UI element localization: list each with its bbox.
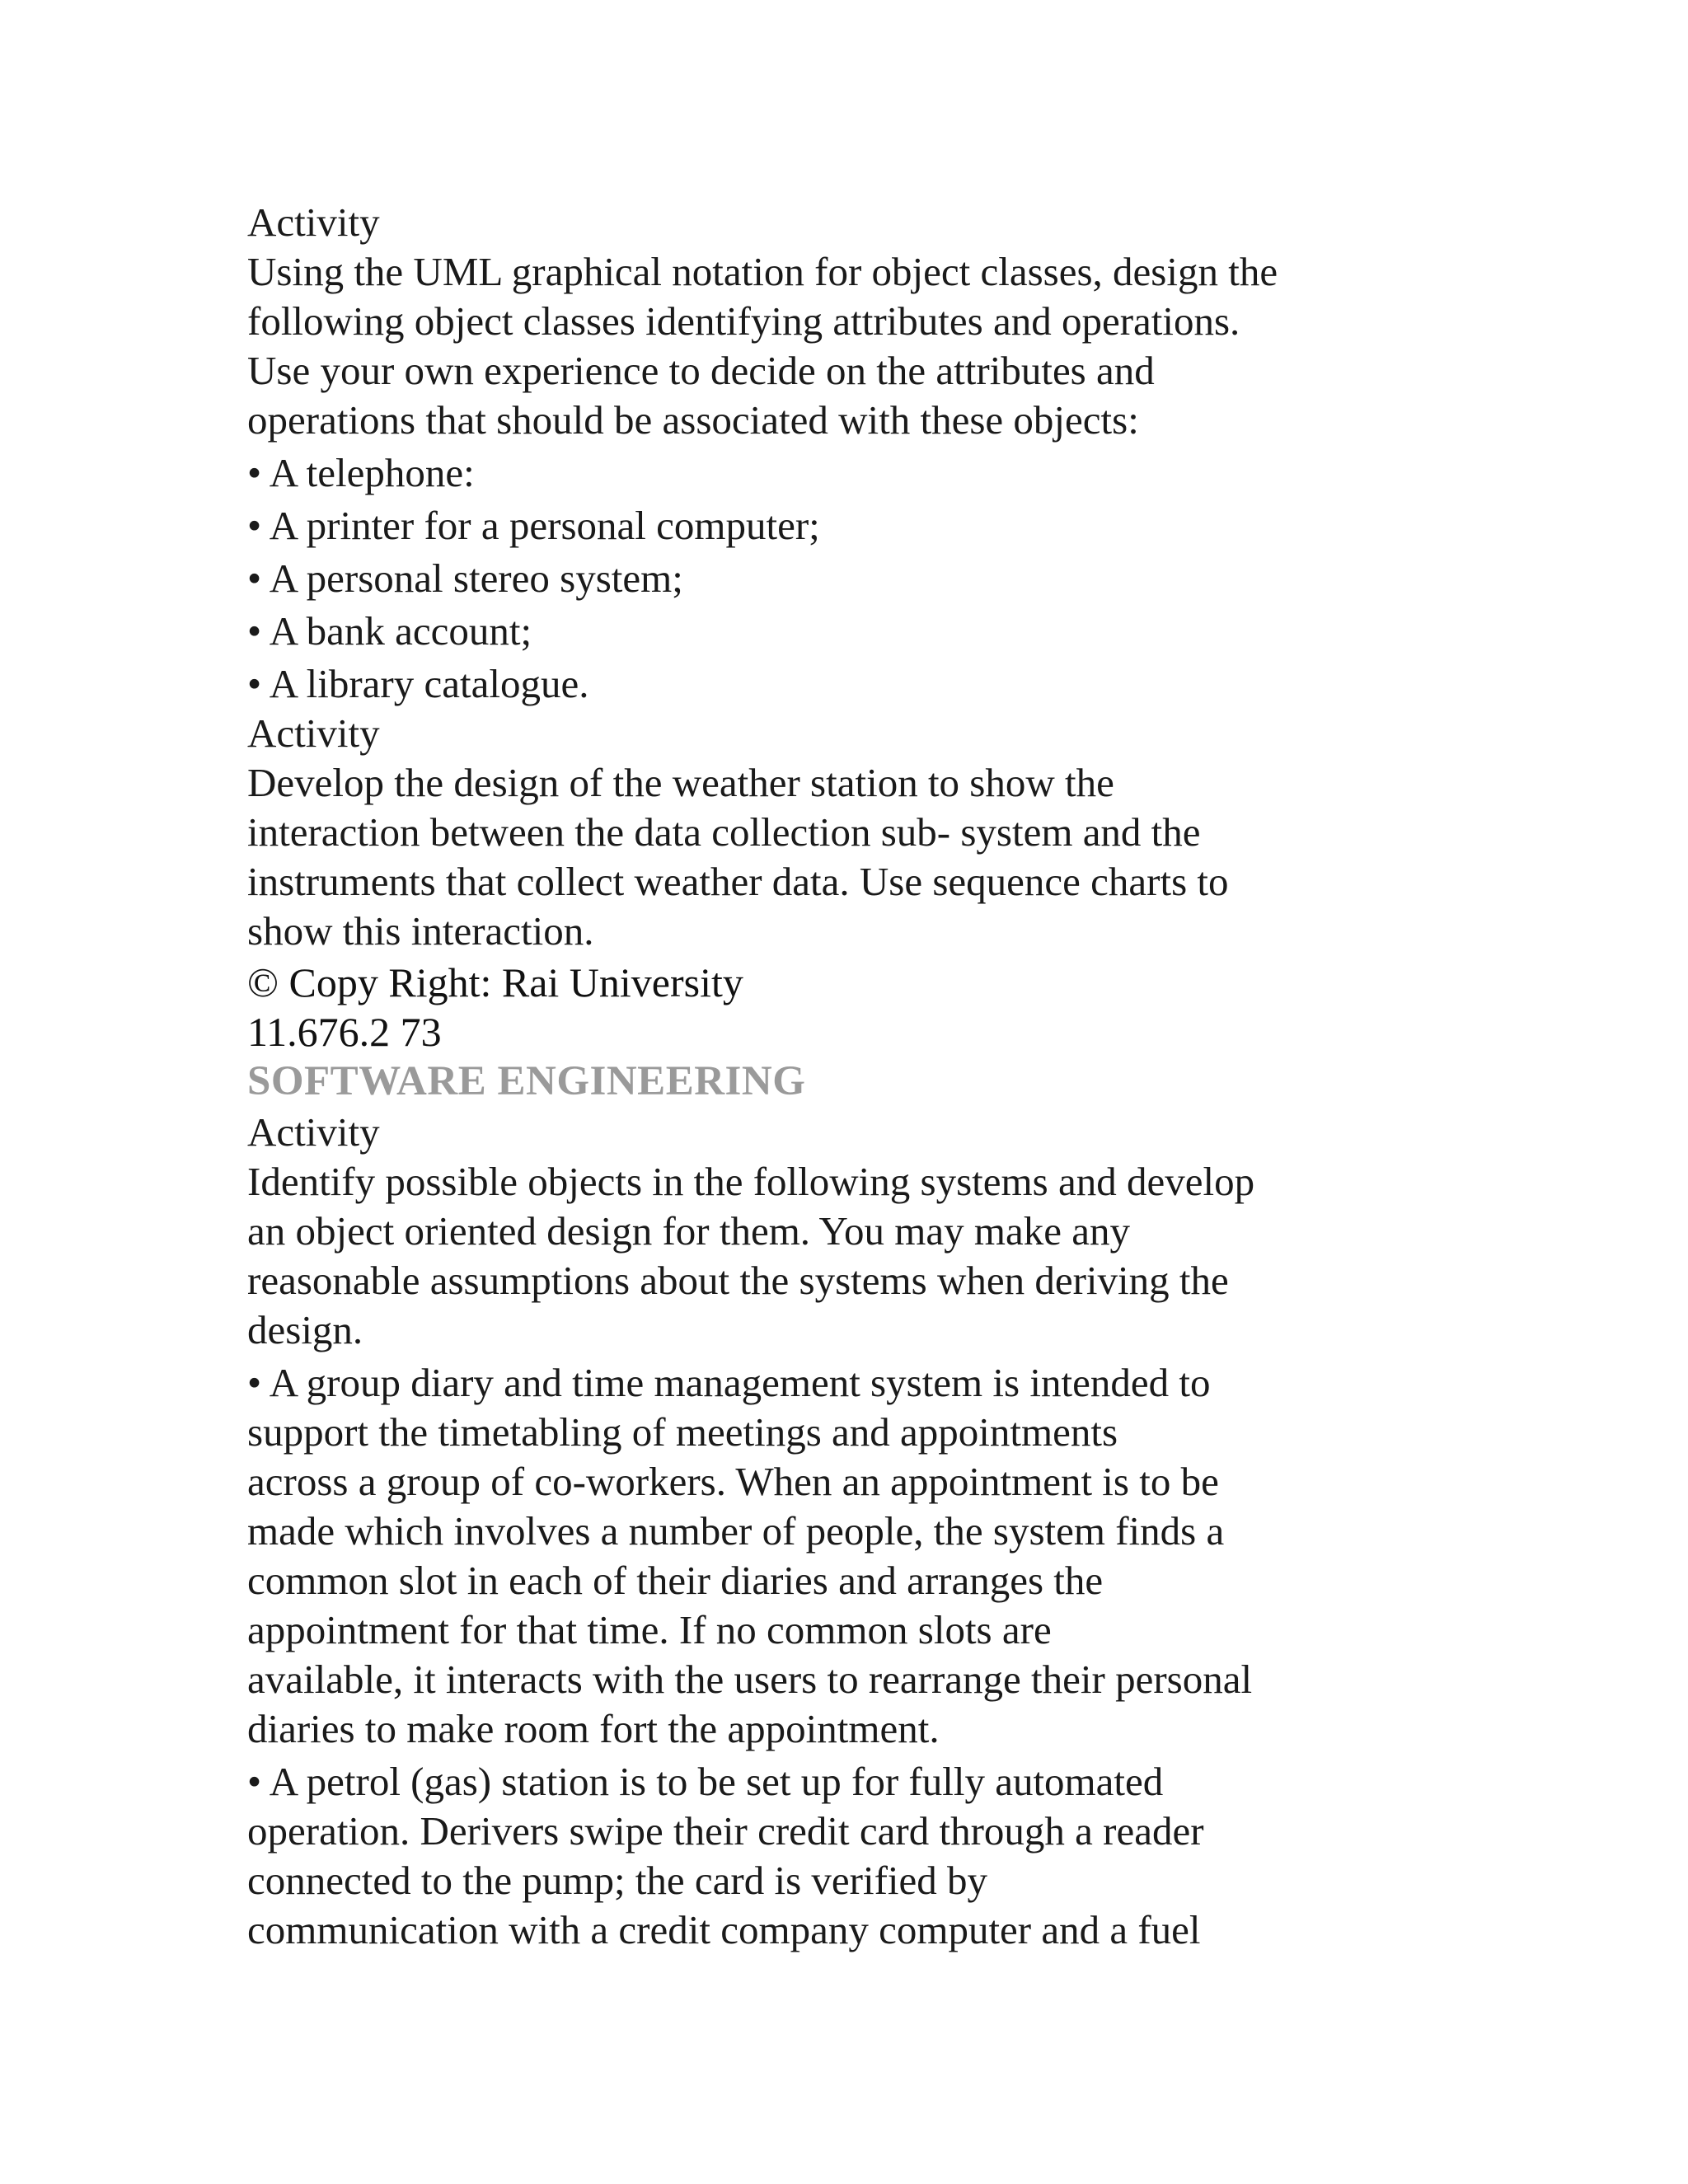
paragraph-line: Using the UML graphical notation for object classes, design the [247,249,1278,294]
bullet-item: • A bank account; [247,608,532,654]
paragraph-line: show this interaction. [247,908,594,954]
section-heading: Activity [247,199,380,245]
paragraph-line: Develop the design of the weather station to show the [247,760,1114,805]
paragraph-line: appointment for that time. If no common slots are [247,1607,1052,1652]
bullet-item: • A personal stereo system; [247,555,683,601]
bullet-item: • A library catalogue. [247,661,589,706]
paragraph-line: Use your own experience to decide on the attributes and [247,348,1155,393]
paragraph-line: following object classes identifying attributes and operations. [247,298,1240,344]
running-header-title: SOFTWARE ENGINEERING [247,1058,806,1104]
paragraph-line: instruments that collect weather data. Use sequence charts to [247,859,1229,904]
paragraph-line: Identify possible objects in the following systems and develop [247,1159,1255,1204]
paragraph-line: common slot in each of their diaries and arranges the [247,1558,1104,1603]
paragraph-line: across a group of co-workers. When an appointment is to be [247,1459,1219,1504]
paragraph-line: operations that should be associated with these objects: [247,397,1139,443]
paragraph-line: support the timetabling of meetings and appointments [247,1409,1118,1455]
paragraph-line: design. [247,1307,363,1352]
bullet-item: • A group diary and time management system is intended to [247,1360,1211,1405]
paragraph-line: connected to the pump; the card is verified by [247,1858,988,1903]
section-heading: Activity [247,710,380,756]
bullet-item: • A printer for a personal computer; [247,503,820,548]
paragraph-line: made which involves a number of people, the system finds a [247,1508,1225,1554]
bullet-item: • A petrol (gas) station is to be set up for fully automated [247,1759,1164,1804]
bullet-item: • A telephone: [247,450,475,495]
paragraph-line: available, it interacts with the users to rearrange their personal [247,1657,1253,1702]
paragraph-line: communication with a credit company computer and a fuel [247,1907,1201,1952]
paragraph-line: reasonable assumptions about the systems when deriving the [247,1258,1229,1303]
paragraph-line: operation. Derivers swipe their credit card through a reader [247,1808,1204,1854]
copyright-notice: © Copy Right: Rai University [247,959,743,1005]
paragraph-line: diaries to make room fort the appointment. [247,1706,940,1751]
paragraph-line: interaction between the data collection sub- system and the [247,809,1201,855]
page-code: 11.676.2 73 [247,1009,442,1055]
section-heading: Activity [247,1109,380,1155]
paragraph-line: an object oriented design for them. You may make any [247,1208,1130,1254]
